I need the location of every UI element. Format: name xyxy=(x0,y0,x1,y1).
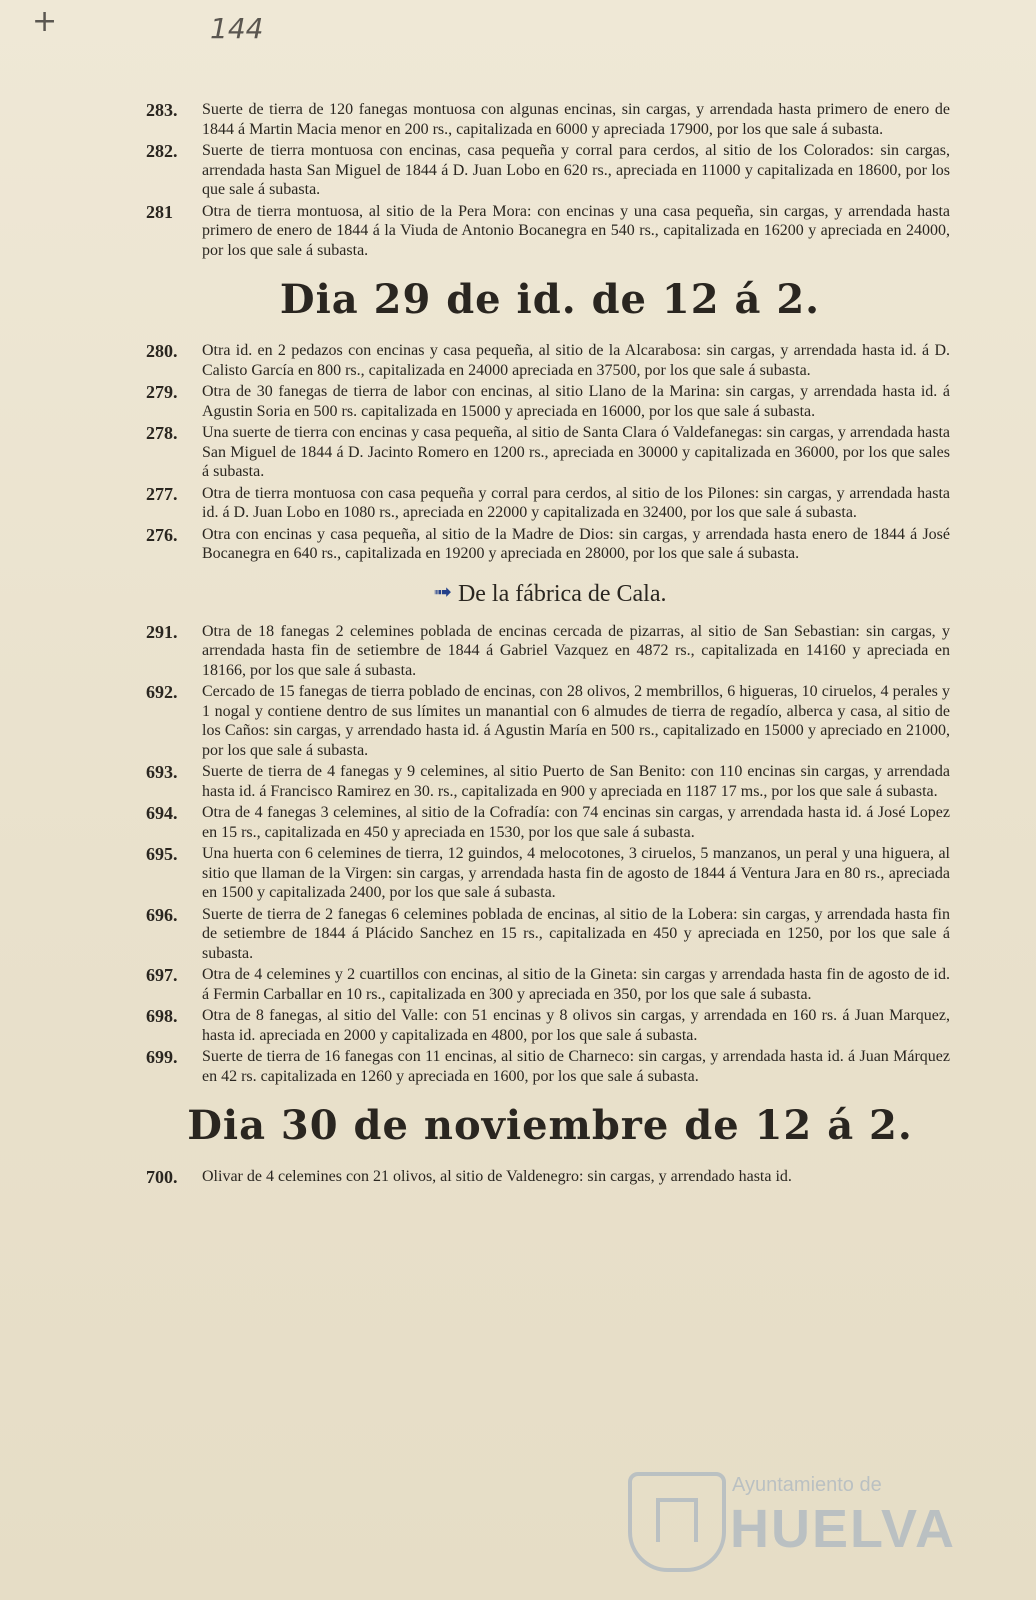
lot-description: Otra de tierra montuosa, al sitio de la Pera Mora: con encinas y una casa pequeña, sin cargas, y arrendada hasta primero de enero de 1844 á la Viuda de Antonio Bocanegra en 540 rs., capitalizada en 16200 y apreciada en 24000, por los que sale á subasta. xyxy=(202,202,950,259)
lot-entry xyxy=(146,682,950,760)
lot-description: Una suerte de tierra con encinas y casa pequeña, al sitio de Santa Clara ó Valdefanegas: sin cargas, y arrendada hasta San Miguel de 1844 á D. Jacinto Romero en 1200 rs., apreciada en 30000 y capitalizada en 36000, por los que sales á subasta. xyxy=(202,424,950,480)
lot-description: Otra de 8 fanegas, al sitio del Valle: con 51 encinas y 8 olivos sin cargas, y arrendada en 160 rs. á Juan Marquez, hasta id. apreciada en 2000 y capitalizada en 4800, por los que sale á subasta. xyxy=(202,1007,950,1044)
lot-number: 279. xyxy=(146,382,178,402)
entry-group-day29 xyxy=(146,341,950,564)
handwritten-page-number: 144 xyxy=(210,12,264,45)
section-heading-cala xyxy=(150,580,950,608)
lot-entry xyxy=(146,341,950,380)
lot-entry xyxy=(146,201,950,261)
lot-entry xyxy=(146,1167,950,1187)
entry-group-cala xyxy=(146,621,950,1087)
lot-entry xyxy=(146,965,950,1004)
section-heading-text: De la fábrica de Cala. xyxy=(457,580,667,607)
lot-number: 276. xyxy=(146,524,178,545)
lot-description: Suerte de tierra de 120 fanegas montuosa con algunas encinas, sin cargas, y arrendada hasta primero de enero de 1844 á Martin Macia menor en 200 rs., capitalizada en 6000 y apreciada 17900, por los que sale á subasta. xyxy=(202,101,950,138)
lot-entry xyxy=(146,483,950,523)
pointing-hand-icon: ➟ xyxy=(433,579,452,605)
lot-entry xyxy=(146,621,950,681)
lot-entry xyxy=(146,844,950,903)
lot-description: Una huerta con 6 celemines de tierra, 12 guindos, 4 melocotones, 3 ciruelos, 5 manzanos, un peral y una higuera, al sitio que llaman de la Virgen: sin cargas, y arrendada hasta fin de agosto de 1844 á Ventura Jara en 80 rs., apreciada en 1500 y capitalizada 2400, por los que sale á subasta. xyxy=(202,845,950,901)
document-body xyxy=(146,100,950,1189)
lot-description: Suerte de tierra montuosa con encinas, casa pequeña y corral para cerdos, al sitio de los Colorados: sin cargas, arrendada hasta San Miguel de 1844 á D. Juan Lobo en 620 rs., apreciada en 11000 y capitalizada en 18600, por los que sale á subasta. xyxy=(202,142,950,198)
lot-number: 700. xyxy=(146,1167,178,1187)
lot-number: 282. xyxy=(146,141,178,161)
lot-entry xyxy=(146,762,950,801)
entry-group-day28 xyxy=(146,100,950,260)
lot-description: Suerte de tierra de 4 fanegas y 9 celemines, al sitio Puerto de San Benito: con 110 encinas sin cargas, y arrendada hasta id. á Francisco Ramirez en 30. rs., capitalizada en 900 y apreciada en 1187 17 ms., por los que sale á subasta. xyxy=(202,763,950,800)
lot-number: 280. xyxy=(146,341,178,361)
lot-number: 693. xyxy=(146,762,178,782)
lot-number: 694. xyxy=(146,803,178,823)
lot-description: Otra de 30 fanegas de tierra de labor con encinas, al sitio Llano de la Marina: sin cargas, y arrendada hasta id. á Agustin Soria en 500 rs. capitalizada en 15000 y apreciada en 16000, por los que sale á subasta. xyxy=(202,383,950,420)
day-heading-29: Dia 29 de id. de 12 á 2. xyxy=(279,276,821,323)
lot-number: 283. xyxy=(146,100,178,120)
lot-description: Suerte de tierra de 2 fanegas 6 celemines poblada de encinas, al sitio de la Lobera: sin cargas, y arrendada hasta fin de setiembre de 1844 á Plácido Sanchez en 15 rs., capitalizada en 450 y apreciada en 1250, por los que sale á subasta. xyxy=(202,905,950,962)
lot-description: Otra de 18 fanegas 2 celemines poblada de encinas cercada de pizarras, al sitio de San Sebastian: sin cargas, y arrendada hasta fin de setiembre de 1844 á Gabriel Vazquez en 4872 rs., capitalizada en 14160 y apreciada en 18166, por los que sale á subasta. xyxy=(202,622,950,679)
lot-entry xyxy=(146,382,950,421)
lot-number: 281 xyxy=(146,201,173,222)
lot-description: Otra de tierra montuosa con casa pequeña y corral para cerdos, al sitio de los Pilones: sin cargas, y arrendada hasta id. á D. Juan Lobo en 1080 rs., apreciada en 22000 y capitalizada en 32400, por los que sale á subasta. xyxy=(202,484,950,521)
lot-number: 291. xyxy=(146,621,178,642)
watermark-org: Ayuntamiento de xyxy=(732,1474,882,1496)
lot-entry xyxy=(146,1006,950,1045)
watermark-city: HUELVA xyxy=(730,1499,956,1559)
lot-description: Cercado de 15 fanegas de tierra poblado de encinas, con 28 olivos, 2 membrillos, 6 higueras, 10 ciruelos, 4 perales y 1 nogal y contiene dentro de sus límites un manantial con 6 almudes de tierra de regadío, alberca y casa, al sitio de los Caños: sin cargas, y arrendado hasta id. á Agustin María en 500 rs., capitalizado en 15000 y apreciado en 21000, por los que sale á subasta. xyxy=(202,683,950,759)
lot-description: Otra de 4 celemines y 2 cuartillos con encinas, al sitio de la Gineta: sin cargas y arrendada hasta fin de agosto de id. á Fermin Carballar en 10 rs., capitalizada en 300 y apreciada en 350, por los que sale á subasta. xyxy=(202,966,950,1003)
lot-description: Suerte de tierra de 16 fanegas con 11 encinas, al sitio de Charneco: sin cargas, y arrendada hasta id. á Juan Márquez en 42 rs. capitalizada en 1260 y apreciada en 1600, por los que sale á subasta. xyxy=(202,1048,950,1085)
archive-watermark xyxy=(628,1460,956,1570)
lot-number: 698. xyxy=(146,1006,178,1026)
lot-entry xyxy=(146,1047,950,1086)
lot-entry xyxy=(146,423,950,482)
handwritten-plus-mark: + xyxy=(32,4,58,39)
lot-number: 277. xyxy=(146,483,178,504)
lot-description: Olivar de 4 celemines con 21 olivos, al sitio de Valdenegro: sin cargas, y arrendado hasta id. xyxy=(202,1168,792,1185)
lot-entry xyxy=(146,904,950,964)
lot-number: 696. xyxy=(146,904,178,925)
lot-entry xyxy=(146,100,950,139)
lot-number: 278. xyxy=(146,423,178,443)
shield-logo-icon xyxy=(628,1472,726,1572)
lot-description: Otra de 4 fanegas 3 celemines, al sitio de la Cofradía: con 74 encinas sin cargas, y arrendada hasta id. á José Lopez en 15 rs., capitalizada en 450 y apreciada en 1530, por los que sale á subasta. xyxy=(202,804,950,841)
lot-number: 692. xyxy=(146,682,178,702)
lot-description: Otra id. en 2 pedazos con encinas y casa pequeña, al sitio de la Alcarabosa: sin cargas, y arrendada hasta id. á D. Calisto García en 800 rs., capitalizada en 24000 apreciada en 37500, por los que sale á subasta. xyxy=(202,342,950,379)
lot-entry xyxy=(146,141,950,200)
lot-entry xyxy=(146,803,950,842)
lot-number: 697. xyxy=(146,965,178,985)
lot-entry xyxy=(146,524,950,564)
lot-description: Otra con encinas y casa pequeña, al sitio de la Madre de Dios: sin cargas, y arrendada hasta enero de 1844 á José Bocanegra en 640 rs., capitalizada en 19200 y apreciada en 28000, por los que sale á subasta. xyxy=(202,525,950,562)
lot-number: 699. xyxy=(146,1047,178,1067)
lot-number: 695. xyxy=(146,844,178,864)
day-heading-30: Dia 30 de noviembre de 12 á 2. xyxy=(187,1102,913,1149)
entry-group-day30 xyxy=(146,1167,950,1187)
